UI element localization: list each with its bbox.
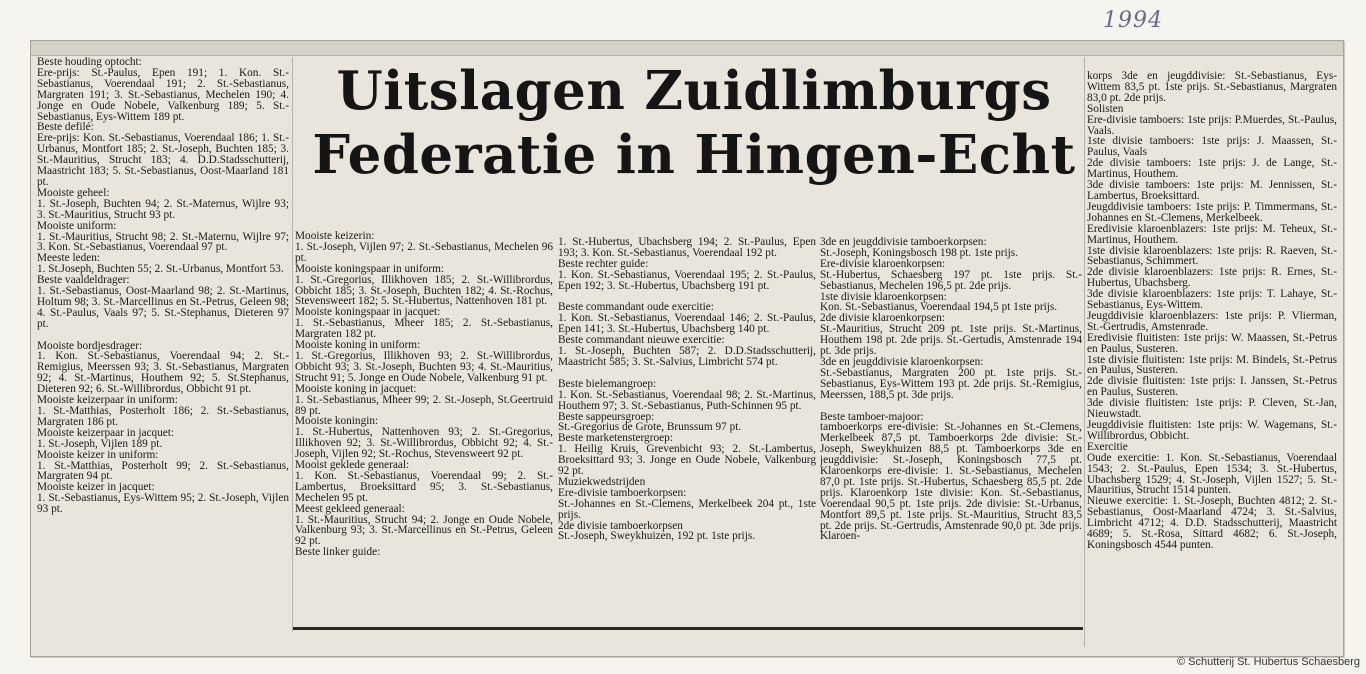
article-column-1: Beste houding optocht: Ere-prijs: St.-Paulus, Epen 191; 1. Kon. St.-Sebastianus, Voerendaal 191; 2. St.-Sebastianus, Margraten 191; 3. St.-Sebastianus, Mechelen 190; 4. Jonge en Oude Nobele, Valkenburg 189; 5. St.-Sebastianus, Eys-Wittem 189 pt. Beste defilé: Ere-prijs: Kon. St.-Sebastianus, Voerendaal 186; 1. St.-Urbanus, Montfort 185; 2. St.-Joseph, Buchten 185; 3. St.-Mauritius, Strucht 183; 4. D.D.Stadsschutterij, Maastricht 183; 5. St.-Sebastianus, Oost-Maarland 181 pt. Mooiste geheel: 1. St.-Joseph, Buchten 94; 2. St.-Maternus, Wijlre 93; 3. St.-Mauritius, Strucht 93 pt. Mooiste uniform: 1. St.-Mauritius, Strucht 98; 2. St.-Maternu, Wijlre 97; 3. Kon. St.-Sebastianus, Voerendaal 97 pt. Meeste leden: 1. St.Joseph, Buchten 55; 2. St.-Urbanus, Montfort 53. Beste vaaldeldrager: 1. St.-Sebastianus, Oost-Maarland 98; 2. St.-Martinus, Holtum 98; 3. St.-Marcellinus en St.-Petrus, Geleen 98; 4. St.-Paulus, Vaals 97; 5. St.-Stephanus, Dieteren 97 pt. Mooiste bordjesdrager: 1. Kon. St.-Sebastianus, Voerendaal 94; 2. St.-Remigius, Meerssen 93; 3. St.-Sebastianus, Margraten 92; 4. St.-Martinus, Houthem 92; 5. St.Stephanus, Dieteren 92; 6. St.-Willibrordus, Obbicht 91 pt. Mooiste keizerpaar in uniform: 1. St.-Matthias, Posterholt 186; 2. St.-Sebastianus, Margraten 186 pt. Mooiste keizerpaar in jacquet: 1. St.-Joseph, Vijlen 189 pt. Mooiste keizer in uniform: 1. St.-Matthias, Posterholt 99; 2. St.-Sebastianus, Margraten 94 pt. Mooiste keizer in jacquet: 1. St.-Sebastianus, Eys-Wittem 95; 2. St.-Joseph, Vijlen 93 pt. [37,57,289,516]
column-divider [292,57,293,632]
article-headline [305,59,1083,187]
handwritten-year: 1994 [1103,8,1163,33]
article-bottom-rule [293,627,1083,630]
headline-line-2: Federatie in Hingen-Echt [312,124,1076,186]
newspaper-clipping [30,40,1344,657]
article-column-4: 3de en jeugddivisie tamboerkorpsen: St.-Joseph, Koningsbosch 198 pt. 1ste prijs. Ere-divisie klaroenkorpsen: St.-Hubertus, Schaesberg 197 pt. 1ste prijs. St.-Sebastianus, Mechelen 196,5 pt. 2de prijs. 1ste divisie klaroenkorpsen: Kon. St.-Sebastianus, Voerendaal 194,5 pt 1ste prijs. 2de divisie klaroenkorpsen: St.-Mauritius, Strucht 209 pt. 1ste prijs. St.-Martinus, Houthem 198 pt. 2de prijs. St.-Gertudis, Amstenrade 194 pt. 3de prijs. 3de en jeugddivisie klaroenkorpsen: St.-Sebastianus, Margraten 200 pt. 1ste prijs. St.-Sebastianus, Eys-Wittem 193 pt. 2de prijs. St.-Remigius, Meerssen, 188,5 pt. 3de prijs. Beste tamboer-majoor: tamboerkorps ere-divisie: St.-Johannes en St.-Clemens, Merkelbeek 87,5 pt. Tamboerkorps 2de divisie: St.-Joseph, Sweykhuizen 88,5 pt. Tamboerkorps 3de en jeugddivisie: St.-Joseph, Koningsbosch 77,5 pt. Klaroenkorps ere-divisie: 1. St.-Sebastianus, Mechelen 87,0 pt. 1ste prijs. St.-Hubertus, Schaesberg 85,5 pt. 2de prijs. Klaroenkorp 1ste divisie: Kon. St.-Sebastianus, Voerendaal 90,5 pt. 1ste prijs. 2de divisie: St.-Urbanus, Montfort 89,5 pt. 1ste prijs. St.-Mauritius, Strucht 83,5 pt. 2de prijs. St.-Gertrudis, Amstenrade 90,0 pt. 3de prijs. Klaroen- [820,237,1082,543]
clipping-top-strip [31,41,1343,56]
column-divider [1084,57,1085,647]
headline-line-1: Uitslagen Zuidlimburgs [336,60,1052,122]
article-column-3: 1. St.-Hubertus, Ubachsberg 194; 2. St.-Paulus, Epen 193; 3. Kon. St.-Sebastianus, Voerendaal 192 pt. Beste rechter guide: 1. Kon. St.-Sebastianus, Voerendaal 195; 2. St.-Paulus, Epen 192; 3. St.-Hubertus, Ubachsberg 191 pt. Beste commandant oude exercitie: 1. Kon. St.-Sebastianus, Voerendaal 146; 2. St.-Paulus, Epen 141; 3. St.-Hubertus, Ubachsberg 140 pt. Beste commandant nieuwe exercitie: 1. St.-Joseph, Buchten 587; 2. D.D.Stadsschutterij, Maastricht 585; 3. St.-Salvius, Limbricht 574 pt. Beste bielemangroep: 1. Kon. St.-Sebastianus, Voerendaal 98; 2. St.-Martinus, Houthem 97; 3. St.-Sebastianus, Puth-Schinnen 95 pt. Beste sappeursgroep: St.-Gregorius de Grote, Brunssum 97 pt. Beste marketenstergroep: 1. Heilig Kruis, Grevenbicht 93; 2. St.-Lambertus, Broeksittard 93; 3. Jonge en Oude Nobele, Valkenburg 92 pt. Muziekwedstrijden Ere-divisie tamboerkorpsen: St.-Johannes en St.-Clemens, Merkelbeek 204 pt., 1ste prijs. 2de divisie tamboerkorpsen St.-Joseph, Sweykhuizen, 192 pt. 1ste prijs. [558,237,816,543]
copyright-notice: © Schutterij St. Hubertus Schaesberg [1177,656,1360,668]
article-column-5: korps 3de en jeugddivisie: St.-Sebastianus, Eys-Wittem 83,5 pt. 1ste prijs. St.-Sebastianus, Margraten 83,0 pt. 2de prijs. Solisten Ere-divisie tamboers: 1ste prijs: P.Muerdes, St.-Paulus, Vaals. 1ste divisie tamboers: 1ste prijs: J. Maassen, St.-Paulus, Vaals 2de divisie tamboers: 1ste prijs: J. de Lange, St.-Martinus, Houthem. 3de divisie tamboers: 1ste prijs: M. Jennissen, St.-Lambertus, Broeksittard. Jeugddivisie tamboers: 1ste prijs: P. Timmermans, St.-Johannes en St.-Clemens, Merkelbeek. Eredivisie klaroenblazers: 1ste prijs: M. Teheux, St.-Martinus, Houthem. 1ste divisie klaroenblazers: 1ste prijs: R. Raeven, St.-Sebastianus, Schimmert. 2de divisie klaroenblazers: 1ste prijs: R. Ernes, St.-Hubertus, Ubachsberg. 3de divisie klaroenblazers: 1ste prijs: T. Lahaye, St.-Sebastianus, Eys-Wittem. Jeugddivisie klaroenblazers: 1ste prijs: P. Vlierman, St.-Gertrudis, Amstenrade. Eredivisie fluitisten: 1ste prijs: W. Maassen, St.-Petrus en Paulus, Susteren. 1ste divisie fluitisten: 1ste prijs: M. Bindels, St.-Petrus en Paulus, Susteren. 2de divisie fluitisten: 1ste prijs: I. Janssen, St.-Petrus en Paulus, Susteren. 3de divisie fluitisten: 1ste prijs: P. Cleven, St.-Jan, Nieuwstadt. Jeugddivisie fluitisten: 1ste prijs: W. Wagemans, St.-Willibrordus, Obbicht. Exercitie Oude exercitie: 1. Kon. St.-Sebastianus, Voerendaal 1543; 2. St.-Paulus, Epen 1534; 3. St.-Hubertus, Ubachsberg 1529; 4. St.-Joseph, Vijlen 1527; 5. St.-Mauritius, Strucht 1514 punten. Nieuwe exercitie: 1. St.-Joseph, Buchten 4812; 2. St.-Sebastianus, Oost-Maarland 4724; 3. St.-Salvius, Limbricht 4712; 4. D.D. Stadsschutterij, Maastricht 4689; 5. St.-Rosa, Sittard 4682; 6. St.-Joseph, Koningsbosch 4544 punten. [1087,71,1337,551]
article-column-2: Mooiste keizerin: 1. St.-Joseph, Vijlen 97; 2. St.-Sebastianus, Mechelen 96 pt. Mooiste koningspaar in uniform: 1. St.-Gregorius, Illikhoven 185; 2. St.-Willibrordus, Obbicht 185; 3. St.-Joseph, Buchten 182; 4. St.-Rochus, Stevensweert 182; 5. St.-Hubertus, Nattenhoven 181 pt. Mooiste koningspaar in jacquet: 1. St.-Sebastianus, Mheer 185; 2. St.-Sebastianus, Margraten 182 pt. Mooiste koning in uniform: 1. St.-Gregorius, Illikhoven 93; 2. St.-Willibrordus, Obbicht 93; 3. St.-Joseph, Buchten 93; 4. St.-Mauritius, Strucht 91; 5. Jonge en Oude Nobele, Valkenburg 91 pt. Mooiste koning in jacquet: 1. St.-Sebastianus, Mheer 99; 2. St.-Joseph, St.Geertruid 89 pt. Mooiste koningin: 1. St.-Hubertus, Nattenhoven 93; 2. St.-Gregorius, Illikhoven 92; 3. St.-Willibrordus, Obbicht 92; 4. St.-Joseph, Vijlen 92; St.-Rochus, Stevensweert 92 pt. Mooist geklede generaal: 1. Kon. St.-Sebastianus, Voerendaal 99; 2. St.-Lambertus, Broeksittard 95; 3. St.-Sebastianus, Mechelen 95 pt. Meest gekleed generaal: 1. St.-Mauritius, Strucht 94; 2. Jonge en Oude Nobele, Valkenburg 93; 3. St.-Marcellinus en St.-Petrus, Geleen 92 pt. Beste linker guide: [295,231,553,559]
